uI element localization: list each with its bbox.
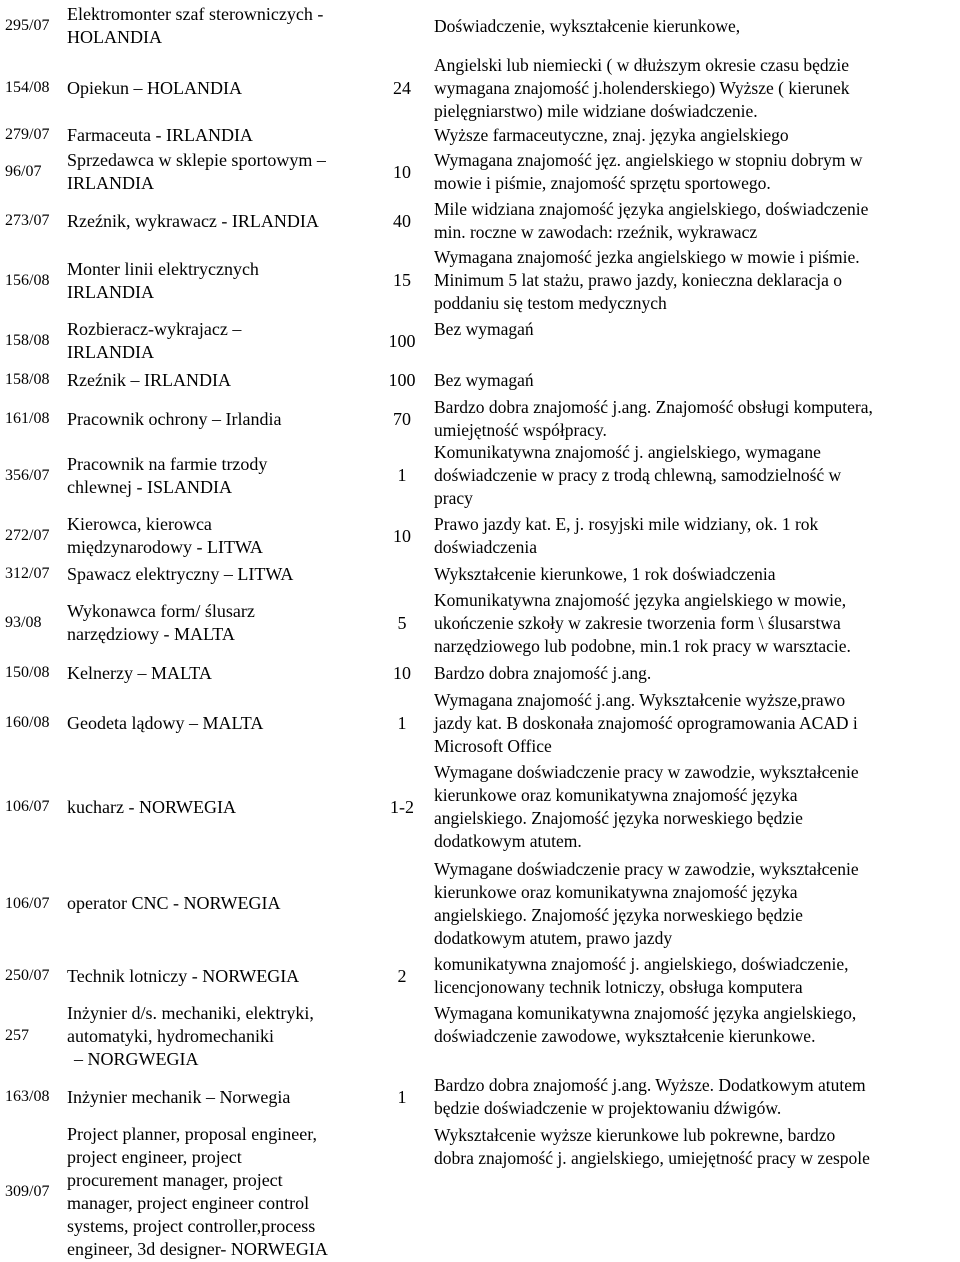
table-row — [0, 394, 960, 444]
job-title-line: Pracownik ochrony – Irlandia — [67, 408, 282, 429]
requirements-line: mowie i piśmie, znajomość sprzętu sportowego. — [434, 173, 771, 193]
job-title — [67, 1122, 372, 1262]
positions-count: 100 — [388, 369, 416, 390]
job-title — [67, 52, 372, 124]
requirements-line: dodatkowym atutem, prawo jazdy — [434, 927, 673, 948]
offer-id: 250/07 — [5, 967, 50, 984]
requirements — [434, 1000, 957, 1072]
requirements-line: Wymagane doświadczenie pracy w zawodzie, wykształcenie — [434, 858, 859, 879]
table-row — [0, 316, 960, 366]
job-title — [67, 952, 372, 1000]
positions-count: 1-2 — [390, 796, 414, 817]
job-title — [67, 0, 372, 52]
positions-count: 15 — [393, 270, 411, 290]
requirements-line: Bardzo dobra znajomość j.ang. — [434, 662, 652, 683]
offer-id: 150/08 — [5, 664, 50, 681]
table-row — [0, 952, 960, 1000]
requirements-line: Mile widziana znajomość języka angielskiego, doświadczenie — [434, 199, 869, 219]
table-row — [0, 855, 960, 952]
table-row — [0, 659, 960, 687]
requirements — [434, 759, 957, 855]
requirements-line: jazdy kat. B doskonała znajomość oprogramowania ACAD i — [434, 712, 858, 733]
job-title — [67, 587, 372, 659]
requirements — [434, 394, 957, 444]
table-row — [0, 759, 960, 855]
requirements-line: Komunikatywna znajomość języka angielskiego w mowie, — [434, 589, 847, 610]
job-title-line: Pracownik na farmie trzody — [67, 453, 268, 474]
requirements-line: Doświadczenie, wykształcenie kierunkowe, — [434, 15, 741, 36]
requirements-line: Wymagana znajomość jezka angielskiego w mowie i piśmie. — [434, 247, 860, 267]
positions-count: 10 — [393, 161, 411, 182]
job-title-line: – NORGWEGIA — [74, 1048, 199, 1069]
table-row — [0, 197, 960, 245]
job-title-line: Opiekun – HOLANDIA — [67, 77, 242, 98]
offer-id: 93/08 — [5, 614, 42, 631]
job-title-line: międzynarodowy - LITWA — [67, 537, 263, 557]
requirements-line: angielskiego. Znajomość języka norweskiego będzie — [434, 904, 803, 925]
requirements-line: pielęgniarstwo) mile widziane doświadczenie. — [434, 100, 758, 121]
job-title — [67, 1000, 372, 1072]
requirements-line: poddaniu się testom medycznych — [434, 293, 667, 313]
job-title — [67, 855, 372, 952]
offer-id: 154/08 — [5, 79, 50, 96]
table-row — [0, 366, 960, 394]
positions-count: 5 — [397, 612, 407, 633]
requirements-line: Wymagana znajomość jęz. angielskiego w stopniu dobrym w — [434, 150, 863, 170]
job-title-line: automatyki, hydromechaniki — [67, 1025, 274, 1046]
job-title-line: kucharz - NORWEGIA — [67, 796, 236, 817]
requirements — [434, 316, 957, 366]
job-title-line: operator CNC - NORWEGIA — [67, 893, 281, 913]
requirements — [434, 0, 957, 52]
requirements — [434, 511, 957, 561]
job-title-line: Project planner, proposal engineer, — [67, 1124, 317, 1144]
offer-id: 279/07 — [5, 126, 50, 143]
table-row — [0, 124, 960, 146]
job-title-line: Inżynier mechanik – Norwegia — [67, 1086, 291, 1107]
job-title — [67, 561, 372, 587]
positions-count: 1 — [397, 1086, 407, 1107]
table-row — [0, 440, 960, 511]
job-title-line: narzędziowy - MALTA — [67, 624, 235, 644]
table-row — [0, 0, 960, 52]
requirements — [434, 366, 957, 394]
job-title — [67, 394, 372, 444]
positions-count: 100 — [388, 330, 416, 351]
requirements-line: angielskiego. Znajomość języka norweskiego będzie — [434, 808, 803, 828]
table-row — [0, 587, 960, 659]
job-title-line: manager, project engineer control — [67, 1193, 310, 1213]
requirements-line: Microsoft Office — [434, 735, 552, 756]
offer-id: 272/07 — [5, 527, 50, 544]
positions-count: 40 — [393, 210, 411, 231]
offer-id: 309/07 — [5, 1183, 50, 1200]
job-title — [67, 511, 372, 561]
requirements — [434, 147, 957, 197]
job-title-line: Geodeta lądowy – MALTA — [67, 712, 264, 733]
job-title-line: Rzeźnik – IRLANDIA — [67, 369, 231, 390]
job-title-line: chlewnej - ISLANDIA — [67, 476, 232, 497]
requirements-line: dobra znajomość j. angielskiego, umiejętność pracy w zespole — [434, 1148, 870, 1168]
requirements-line: licencjonowany technik lotniczy, obsługa komputera — [434, 977, 803, 997]
job-title — [67, 197, 372, 245]
positions-count: 10 — [393, 525, 411, 546]
job-title — [67, 366, 372, 394]
offer-id: 312/07 — [5, 565, 50, 582]
table-row — [0, 52, 960, 124]
offer-id: 96/07 — [5, 163, 42, 180]
job-title — [67, 440, 372, 511]
requirements-line: Wymagana znajomość j.ang. Wykształcenie wyższe,prawo — [434, 689, 846, 710]
requirements-line: Bez wymagań — [434, 319, 534, 339]
job-title — [67, 124, 372, 146]
table-row — [0, 1000, 960, 1072]
positions-count — [372, 855, 432, 952]
requirements-line: pracy — [434, 488, 473, 508]
requirements-line: komunikatywna znajomość j. angielskiego, doświadczenie, — [434, 954, 849, 974]
requirements-line: będzie doświadczenie w projektowaniu dźwigów. — [434, 1098, 782, 1118]
offer-id: 295/07 — [5, 17, 50, 34]
job-title-line: systems, project controller,process — [67, 1216, 316, 1236]
requirements — [434, 687, 957, 759]
job-title-line: Wykonawca form/ ślusarz — [67, 601, 255, 621]
job-title — [67, 245, 372, 316]
job-title — [67, 147, 372, 197]
offer-id: 156/08 — [5, 271, 50, 289]
job-title — [67, 316, 372, 366]
table-row — [0, 561, 960, 587]
requirements — [434, 587, 957, 659]
job-title-line: Elektromonter szaf sterowniczych - — [67, 4, 324, 24]
job-title-line: IRLANDIA — [67, 342, 154, 362]
requirements-line: Wyższe farmaceutyczne, znaj. języka angielskiego — [434, 124, 789, 145]
offer-id: 158/08 — [5, 332, 50, 349]
job-title-line: project engineer, project — [67, 1147, 242, 1167]
requirements — [434, 52, 957, 124]
requirements-line: dodatkowym atutem. — [434, 831, 582, 851]
offer-id: 257 — [5, 1027, 29, 1044]
requirements-line: doświadczenia — [434, 537, 538, 557]
offer-id: 106/07 — [5, 798, 50, 815]
job-title — [67, 759, 372, 855]
positions-count: 1 — [397, 465, 407, 485]
requirements-line: Bardzo dobra znajomość j.ang. Znajomość obsługi komputera, — [434, 397, 873, 417]
requirements-line: Minimum 5 lat stażu, prawo jazdy, konieczna deklaracja o — [434, 270, 843, 290]
requirements-line: ukończenie szkoły w zakresie tworzenia form \ ślusarstwa — [434, 612, 841, 633]
job-title-line: engineer, 3d designer- NORWEGIA — [67, 1239, 328, 1259]
requirements — [434, 1072, 957, 1122]
requirements — [434, 952, 957, 1000]
requirements-line: kierunkowe oraz komunikatywna znajomość języka — [434, 785, 798, 805]
requirements-line: Bardzo dobra znajomość j.ang. Wyższe. Dodatkowym atutem — [434, 1075, 866, 1095]
positions-count: 24 — [393, 77, 411, 98]
table-row — [0, 1122, 960, 1262]
job-title-line: Kelnerzy – MALTA — [67, 662, 212, 683]
requirements-line: min. roczne w zawodach: rzeźnik, wykrawacz — [434, 222, 758, 242]
job-title-line: Spawacz elektryczny – LITWA — [67, 563, 294, 584]
job-title-line: Sprzedawca w sklepie sportowym – — [67, 150, 326, 170]
requirements — [434, 245, 957, 316]
job-title-line: Technik lotniczy - NORWEGIA — [67, 965, 300, 986]
job-title-line: Monter linii elektrycznych — [67, 258, 259, 279]
requirements — [434, 855, 957, 952]
job-title — [67, 1072, 372, 1122]
requirements — [434, 124, 957, 146]
offer-id: 163/08 — [5, 1088, 50, 1105]
positions-count — [372, 124, 432, 146]
job-title-line: Rozbieracz-wykrajacz – — [67, 319, 242, 339]
positions-count: 70 — [393, 408, 411, 429]
offer-id: 160/08 — [5, 714, 50, 731]
requirements-line: Komunikatywna znajomość j. angielskiego, wymagane — [434, 442, 821, 462]
requirements-line: Angielski lub niemiecki ( w dłuższym okresie czasu będzie — [434, 54, 850, 75]
table-row — [0, 1072, 960, 1122]
requirements-line: doświadczenie zawodowe, wykształcenie kierunkowe. — [434, 1026, 816, 1046]
job-title — [67, 659, 372, 687]
positions-count: 10 — [393, 662, 411, 683]
table-row — [0, 245, 960, 316]
requirements — [434, 197, 957, 245]
positions-count — [372, 1122, 432, 1262]
requirements-line: wymagana znajomość j.holenderskiego) Wyższe ( kierunek — [434, 77, 850, 98]
job-title-line: procurement manager, project — [67, 1170, 283, 1190]
positions-count — [372, 561, 432, 587]
requirements-line: umiejętność współpracy. — [434, 420, 607, 440]
requirements-line: Bez wymagań — [434, 369, 534, 390]
offer-id: 158/08 — [5, 371, 50, 388]
requirements-line: kierunkowe oraz komunikatywna znajomość języka — [434, 881, 798, 902]
table-row — [0, 147, 960, 197]
positions-count: 1 — [397, 712, 407, 733]
job-title-line: Kierowca, kierowca — [67, 514, 212, 534]
job-title-line: HOLANDIA — [67, 27, 162, 47]
requirements-line: Wykształcenie kierunkowe, 1 rok doświadczenia — [434, 563, 776, 584]
requirements-line: Wymagana komunikatywna znajomość języka angielskiego, — [434, 1003, 857, 1023]
requirements — [434, 659, 957, 687]
offer-id: 356/07 — [5, 466, 50, 484]
table-row — [0, 687, 960, 759]
positions-count: 2 — [397, 965, 407, 986]
requirements — [434, 561, 957, 587]
job-title-line: IRLANDIA — [67, 281, 154, 302]
requirements-line: Prawo jazdy kat. E, j. rosyjski mile widziany, ok. 1 rok — [434, 514, 819, 534]
table-row — [0, 511, 960, 561]
job-title-line: Rzeźnik, wykrawacz - IRLANDIA — [67, 210, 319, 231]
offer-id: 106/07 — [5, 894, 50, 912]
positions-count — [372, 1000, 432, 1072]
job-title-line: IRLANDIA — [67, 173, 154, 193]
requirements-line: narzędziowego lub podobne, min.1 rok pracy w warsztacie. — [434, 635, 851, 656]
job-title-line: Inżynier d/s. mechaniki, elektryki, — [67, 1002, 314, 1023]
requirements-line: Wykształcenie wyższe kierunkowe lub pokrewne, bardzo — [434, 1125, 836, 1145]
requirements — [434, 440, 957, 511]
job-title-line: Farmaceuta - IRLANDIA — [67, 124, 253, 145]
requirements-line: Wymagane doświadczenie pracy w zawodzie, wykształcenie — [434, 762, 859, 782]
requirements-line: doświadczenie w pracy z trodą chlewną, samodzielność w — [434, 465, 842, 485]
job-title — [67, 687, 372, 759]
requirements — [434, 1122, 957, 1262]
offer-id: 161/08 — [5, 410, 50, 427]
positions-count — [372, 0, 432, 52]
offer-id: 273/07 — [5, 212, 50, 229]
